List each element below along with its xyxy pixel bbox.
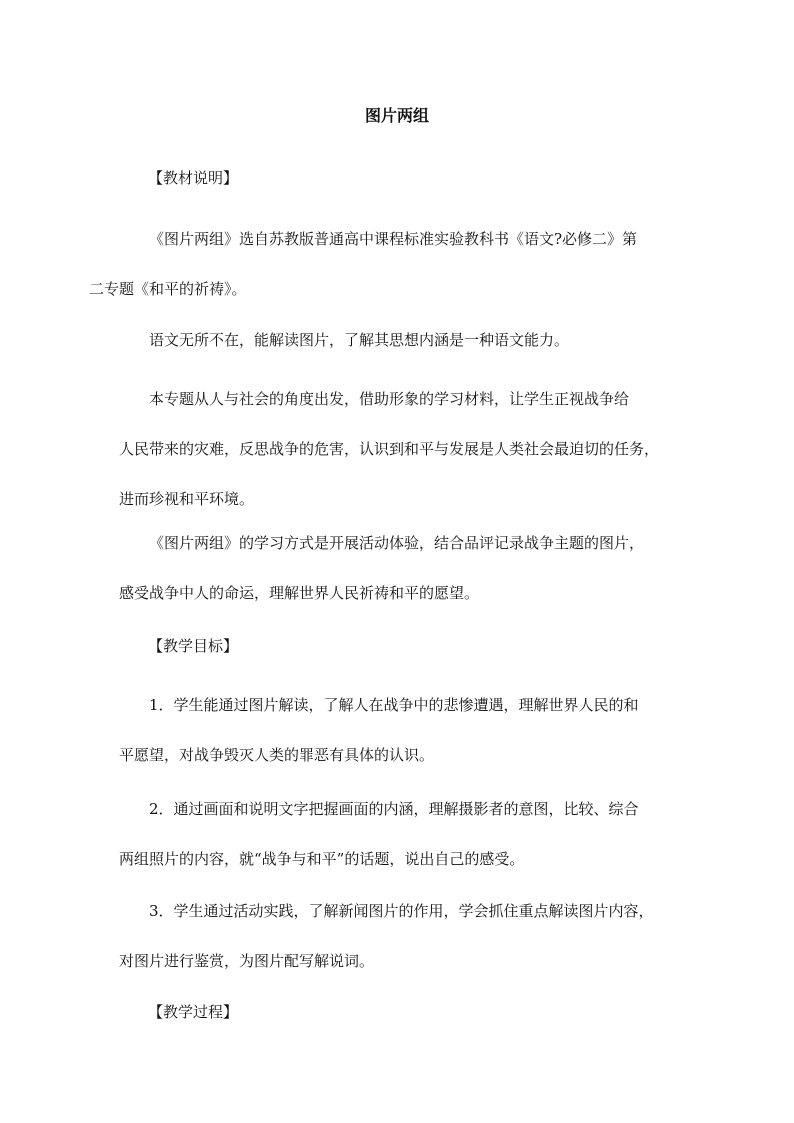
document-title: 图片两组 (364, 106, 429, 125)
paragraph-line: 本专题从人与社会的角度出发，借助形象的学习材料，让学生正视战争给 (149, 390, 630, 408)
section-heading-goals: 【教学目标】 (148, 637, 239, 655)
goal-item-1 (119, 680, 675, 780)
paragraph-line: 进而珍视和平环境。 (119, 490, 255, 508)
goal-item-2 (119, 784, 675, 884)
paragraph-line: 《图片两组》的学习方式是开展活动体验，结合品评记录战争主题的图片， (149, 534, 645, 552)
material-paragraph-4 (119, 518, 675, 618)
paragraph-line: 感受战争中人的命运，理解世界人民祈祷和平的愿望。 (119, 584, 480, 602)
paragraph-line: 2．通过画面和说明文字把握画面的内涵，理解摄影者的意图，比较、综合 (149, 800, 639, 818)
section-heading-process: 【教学过程】 (148, 1003, 239, 1021)
paragraph-line: 1．学生能通过图片解读，了解人在战争中的悲惨遭遇，理解世界人民的和 (149, 696, 639, 714)
material-paragraph-3 (119, 374, 675, 524)
material-paragraph-2 (119, 315, 675, 365)
paragraph-line: 平愿望，对战争毁灭人类的罪恶有具体的认识。 (119, 746, 435, 764)
paragraph-line: 二专题《和平的祈祷》。 (89, 280, 247, 298)
paragraph-line: 语文无所不在，能解读图片，了解其思想内涵是一种语文能力。 (149, 331, 570, 349)
paragraph-line: 对图片进行鉴赏，为图片配写解说词。 (119, 952, 375, 970)
paragraph-line: 3．学生通过活动实践，了解新闻图片的作用，学会抓住重点解读图片内容， (149, 902, 654, 920)
goal-item-3 (119, 886, 675, 986)
paragraph-line: 人民带来的灾难，反思战争的危害，认识到和平与发展是人类社会最迫切的任务， (119, 440, 660, 458)
paragraph-line: 《图片两组》选自苏教版普通高中课程标准实验教科书《语文?必修二》第 (149, 230, 638, 248)
section-heading-material: 【教材说明】 (148, 169, 239, 187)
paragraph-line: 两组照片的内容，就“战争与和平”的话题，说出自己的感受。 (119, 850, 525, 868)
material-paragraph-1 (89, 214, 675, 314)
